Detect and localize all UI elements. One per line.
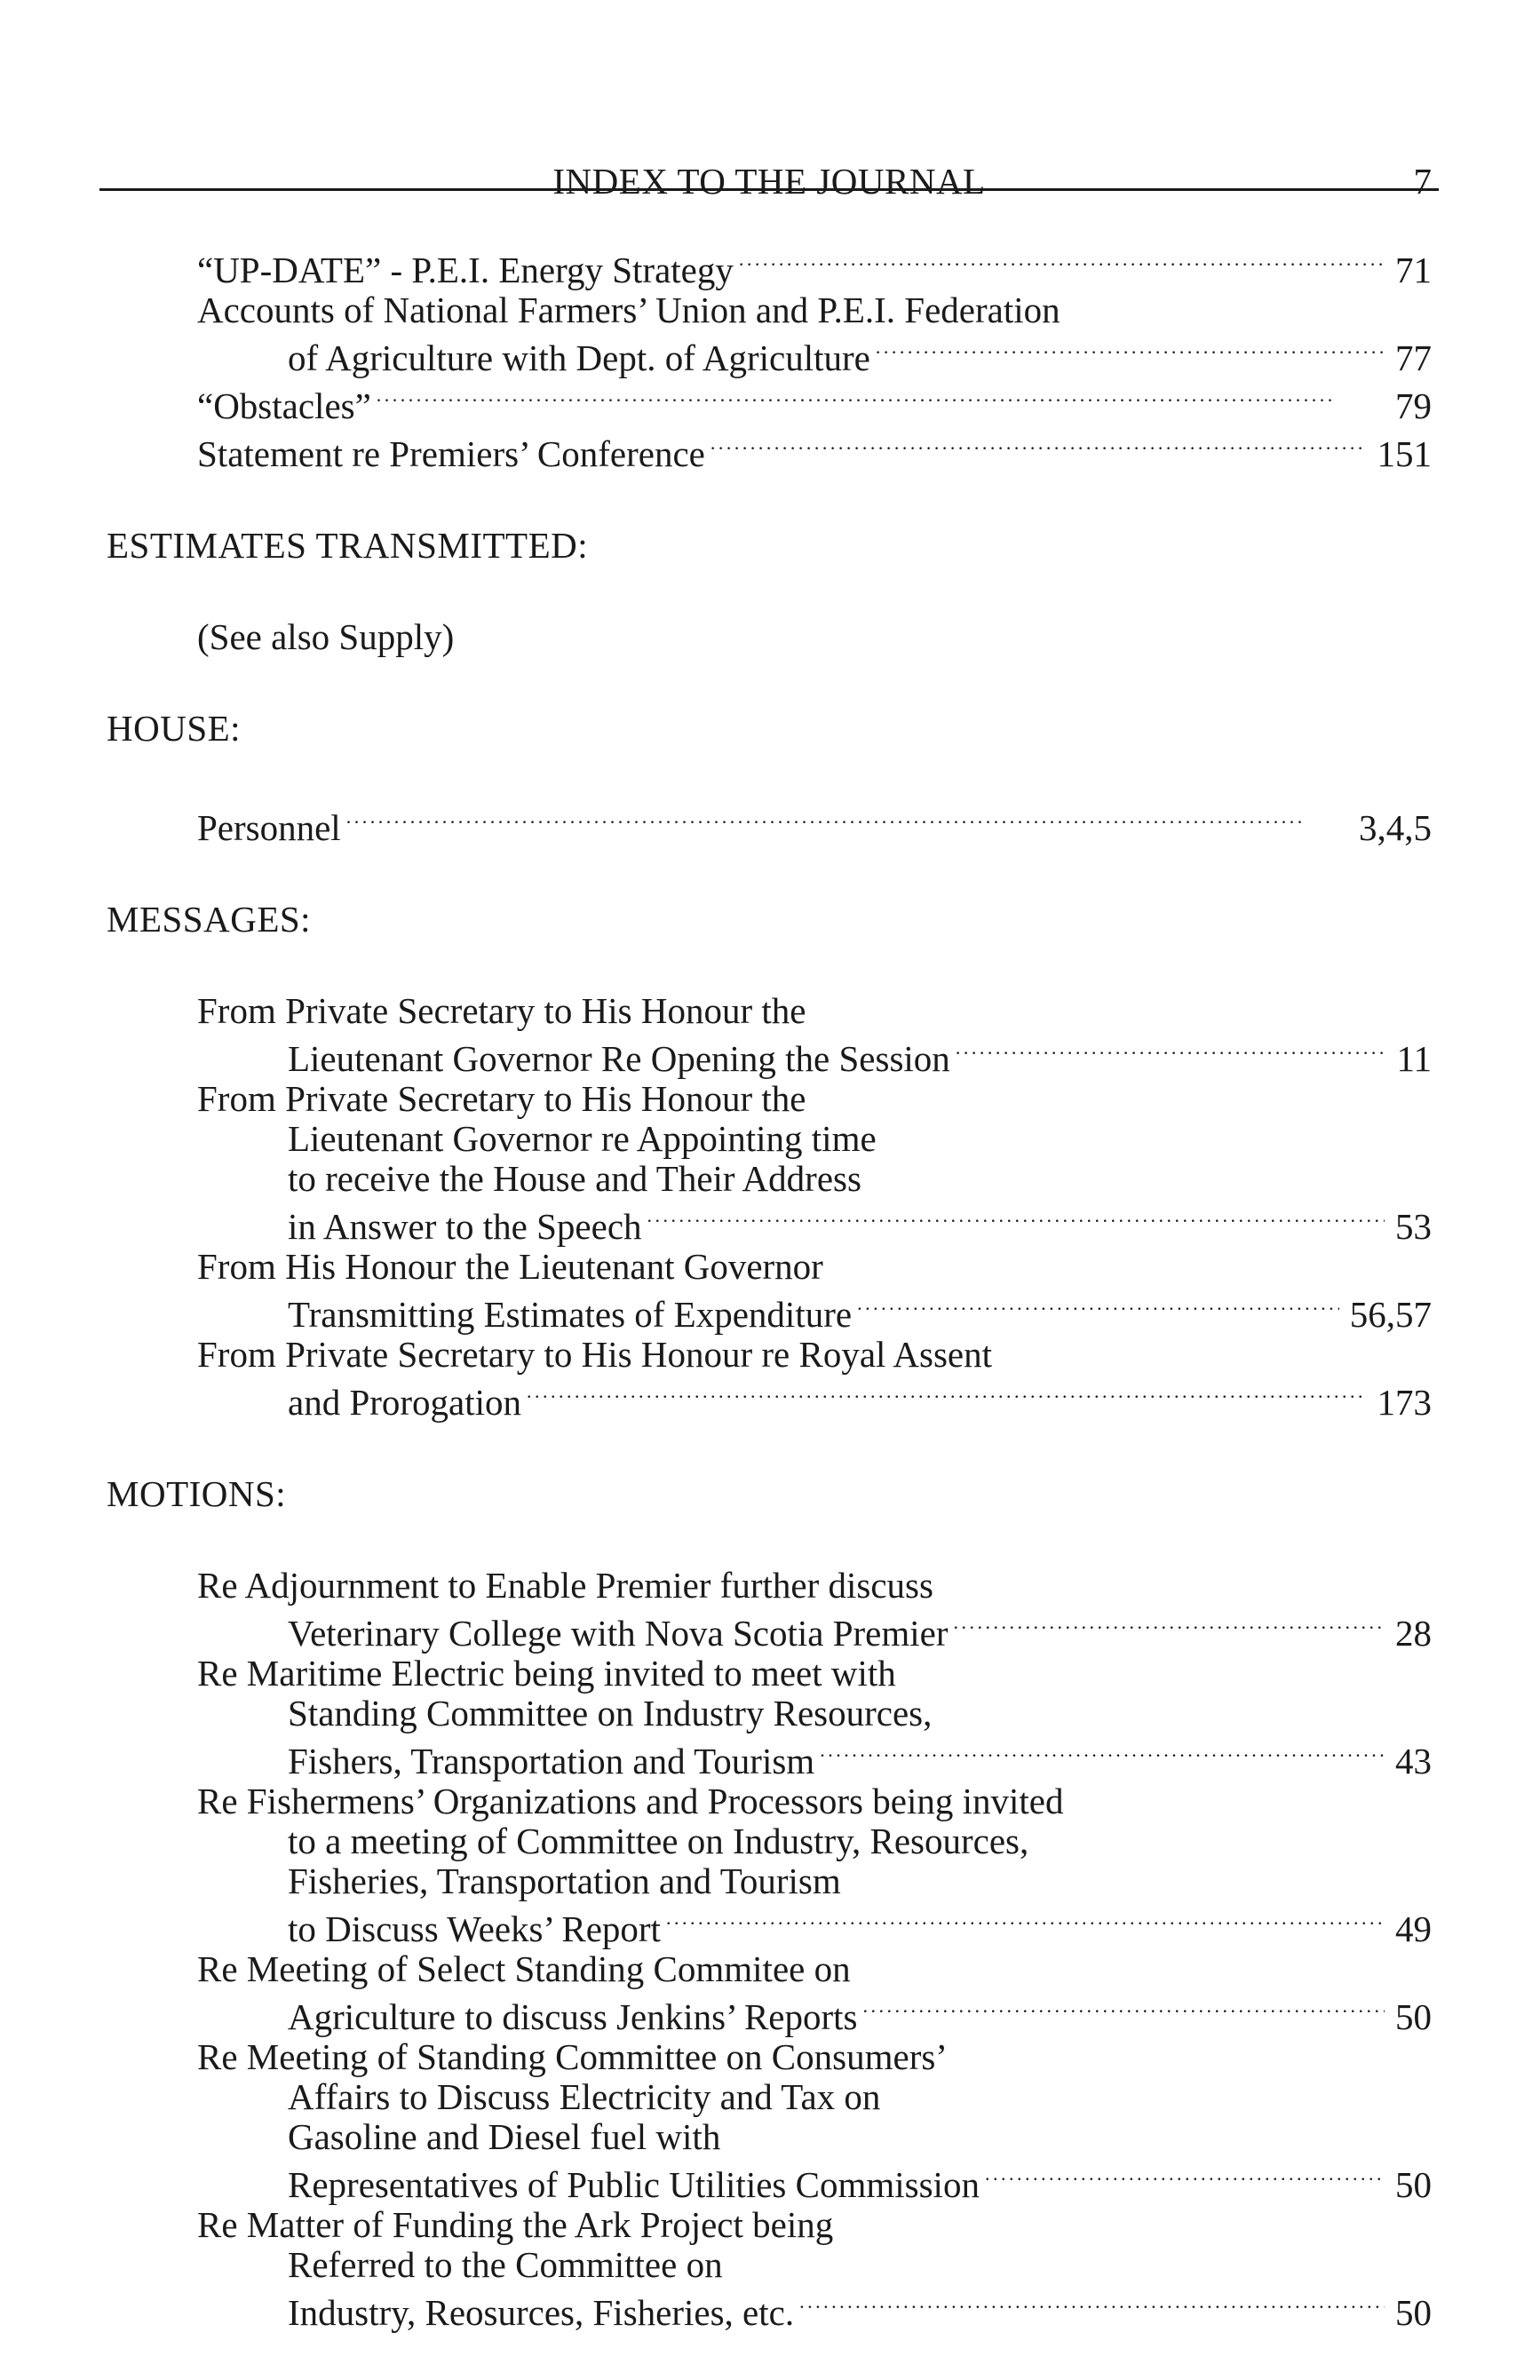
entry-text: From Private Secretary to His Honour re Royal Assent xyxy=(197,1334,993,1375)
top-entries xyxy=(99,242,1439,474)
dot-leader xyxy=(666,1901,1385,1941)
entry-line xyxy=(197,426,1432,474)
entry-line xyxy=(197,1606,1432,1654)
entry-line xyxy=(197,1901,1432,1949)
index-page xyxy=(99,133,1439,2333)
entry-text: From Private Secretary to His Honour the xyxy=(197,1078,806,1119)
entry-line xyxy=(197,2205,1432,2245)
section-heading-estimates: ESTIMATES TRANSMITTED: xyxy=(107,525,589,566)
section-heading-house: HOUSE: xyxy=(107,708,242,749)
entry-line xyxy=(197,1199,1432,1247)
entry-line xyxy=(197,1781,1432,1821)
dot-leader xyxy=(527,1375,1366,1415)
index-entry xyxy=(197,2037,1432,2205)
entry-page-ref: 3,4,5 xyxy=(1359,807,1432,848)
entry-line xyxy=(197,2285,1432,2333)
entry-text: Lieutenant Governor re Appointing time xyxy=(288,1118,877,1159)
entry-page-ref: 50 xyxy=(1395,2292,1432,2333)
index-entry xyxy=(197,1654,1432,1781)
index-entry xyxy=(197,991,1432,1079)
dot-leader xyxy=(710,426,1367,466)
entry-line xyxy=(197,1335,1432,1375)
dot-leader xyxy=(863,1989,1385,2029)
page-number: 7 xyxy=(1413,161,1432,202)
entry-line xyxy=(197,1821,1432,1861)
entry-text: Statement re Premiers’ Conference xyxy=(197,433,705,474)
index-entry xyxy=(197,426,1432,474)
entry-line xyxy=(197,242,1432,290)
index-entry xyxy=(197,1335,1432,1423)
entry-line xyxy=(197,1375,1432,1423)
entry-line xyxy=(197,1566,1432,1606)
entry-page-ref: 56,57 xyxy=(1349,1294,1432,1335)
entry-text: Veterinary College with Nova Scotia Premier xyxy=(288,1613,949,1654)
entry-text: to a meeting of Committee on Industry, Resources, xyxy=(288,1821,1029,1861)
entry-page-ref: 77 xyxy=(1395,337,1432,378)
entry-text: From Private Secretary to His Honour the xyxy=(197,990,806,1031)
entry-text: to receive the House and Their Address xyxy=(288,1158,861,1199)
entry-text: “UP-DATE” - P.E.I. Energy Strategy xyxy=(197,250,734,290)
dot-leader xyxy=(820,1733,1385,1773)
dot-leader xyxy=(954,1606,1385,1646)
entry-text: Representatives of Public Utilities Commission xyxy=(288,2164,980,2205)
entry-text: in Answer to the Speech xyxy=(288,1206,642,1247)
entry-text: Re Adjournment to Enable Premier further discuss xyxy=(197,1565,933,1606)
entry-page-ref: 53 xyxy=(1395,1206,1432,1247)
entry-text: Gasoline and Diesel fuel with xyxy=(288,2116,721,2157)
entry-text: Referred to the Committee on xyxy=(288,2244,723,2285)
index-entry xyxy=(197,1781,1432,1949)
entry-line xyxy=(197,378,1432,426)
entry-line xyxy=(197,2077,1432,2117)
entry-line xyxy=(197,1654,1432,1694)
entry-page-ref: 151 xyxy=(1377,433,1432,474)
entry-text: From His Honour the Lieutenant Governor xyxy=(197,1246,823,1287)
motions-entries xyxy=(99,1566,1439,2333)
index-entry xyxy=(197,1247,1432,1335)
entry-line xyxy=(197,2157,1432,2205)
entry-line xyxy=(197,1861,1432,1901)
entry-text: Personnel xyxy=(197,807,341,848)
entry-line xyxy=(197,1119,1432,1159)
dot-leader xyxy=(647,1199,1385,1239)
entry-text: Transmitting Estimates of Expenditure xyxy=(288,1294,853,1335)
entry-text: Re Matter of Funding the Ark Project being xyxy=(197,2204,834,2245)
index-entry xyxy=(197,290,1432,378)
entry-text: of Agriculture with Dept. of Agriculture xyxy=(288,337,870,378)
entry-line xyxy=(197,1031,1432,1079)
entry-text: Re Meeting of Standing Committee on Consumers’ xyxy=(197,2036,948,2077)
index-entry xyxy=(197,1949,1432,2037)
index-entry xyxy=(197,2205,1432,2333)
entry-line xyxy=(197,1247,1432,1287)
entry-line xyxy=(197,1287,1432,1335)
entry-page-ref: 173 xyxy=(1377,1382,1432,1423)
entry-line xyxy=(197,290,1432,330)
dot-leader xyxy=(739,242,1385,282)
house-entries xyxy=(99,800,1439,848)
page-header xyxy=(99,133,1439,202)
entry-text: “Obstacles” xyxy=(197,385,371,426)
index-entry xyxy=(197,378,1432,426)
entry-text: Accounts of National Farmers’ Union and P.E.I. Federation xyxy=(197,290,1060,330)
entry-line xyxy=(197,1159,1432,1199)
entry-text: Re Meeting of Select Standing Commitee on xyxy=(197,1948,851,1989)
entry-text: and Prorogation xyxy=(288,1382,522,1423)
index-entry xyxy=(197,242,1432,290)
section-heading-messages: MESSAGES: xyxy=(107,899,312,940)
entry-text: Affairs to Discuss Electricity and Tax on xyxy=(288,2076,881,2117)
entry-line xyxy=(197,1694,1432,1733)
dot-leader xyxy=(857,1287,1339,1327)
entry-page-ref: 43 xyxy=(1395,1741,1432,1781)
entry-page-ref: 11 xyxy=(1396,1038,1432,1079)
see-also-note: (See also Supply) xyxy=(197,616,455,657)
entry-line xyxy=(197,1733,1432,1781)
dot-leader xyxy=(377,378,1385,418)
messages-entries xyxy=(99,991,1439,1423)
entry-text: Lieutenant Governor Re Opening the Session xyxy=(288,1038,950,1079)
dot-leader xyxy=(876,330,1385,370)
entry-line xyxy=(197,991,1432,1031)
entry-text: Re Maritime Electric being invited to meet with xyxy=(197,1653,896,1694)
entry-line xyxy=(197,1989,1432,2037)
entry-page-ref: 49 xyxy=(1395,1908,1432,1949)
index-entry xyxy=(197,1566,1432,1654)
entry-text: Fishers, Transportation and Tourism xyxy=(288,1741,815,1781)
dot-leader xyxy=(956,1031,1385,1071)
dot-leader xyxy=(346,800,1348,840)
entry-text: Industry, Reosurces, Fisheries, etc. xyxy=(288,2292,795,2333)
dot-leader xyxy=(985,2157,1385,2197)
entry-line xyxy=(197,2245,1432,2285)
entry-text: Fisheries, Transportation and Tourism xyxy=(288,1860,841,1901)
entry-text: Re Fishermens’ Organizations and Processors being invited xyxy=(197,1781,1064,1821)
entry-text: Standing Committee on Industry Resources, xyxy=(288,1693,933,1733)
entry-line xyxy=(197,2037,1432,2077)
entry-line xyxy=(197,330,1432,378)
entry-text: to Discuss Weeks’ Report xyxy=(288,1908,661,1949)
entry-line xyxy=(197,1079,1432,1119)
dot-leader xyxy=(799,2285,1385,2325)
page-title: INDEX TO THE JOURNAL xyxy=(552,161,986,202)
section-heading-motions: MOTIONS: xyxy=(107,1473,287,1514)
entry-text: Agriculture to discuss Jenkins’ Reports xyxy=(288,1996,858,2037)
entry-page-ref: 50 xyxy=(1395,1996,1432,2037)
entry-page-ref: 71 xyxy=(1395,250,1432,290)
entry-page-ref: 50 xyxy=(1395,2164,1432,2205)
entry-line xyxy=(197,800,1432,848)
index-entry xyxy=(197,1079,1432,1247)
entry-line xyxy=(197,2117,1432,2157)
index-entry xyxy=(197,800,1432,848)
entry-page-ref: 79 xyxy=(1395,385,1432,426)
entry-page-ref: 28 xyxy=(1395,1613,1432,1654)
entry-line xyxy=(197,1949,1432,1989)
